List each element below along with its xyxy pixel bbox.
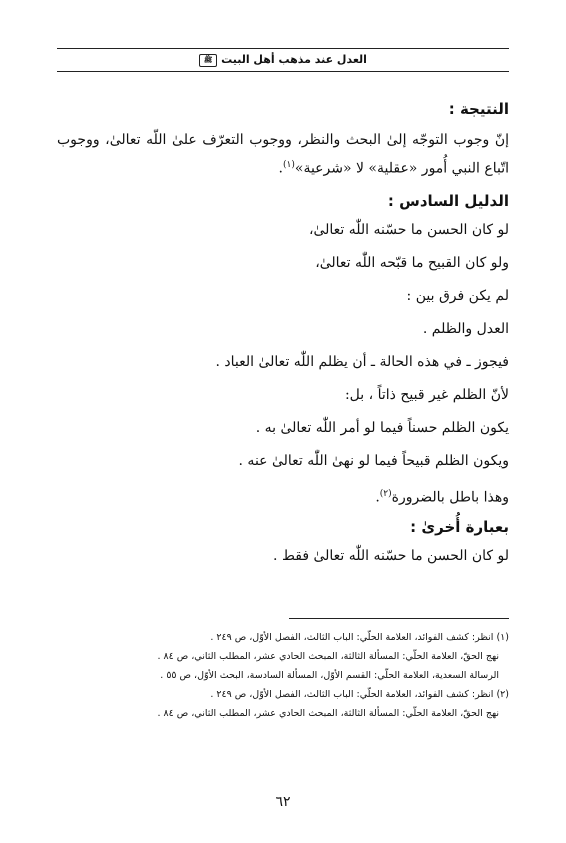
- proof-line: لو كان الحسن ما حسّنه اللّٰه تعالىٰ،: [308, 221, 509, 238]
- footnote: نهج الحقّ، العلامة الحلّي: المسألة الثالثة، المبحث الحادي عشر، المطلب الثاني، ص ٨٤ .: [157, 708, 499, 719]
- header-title: العدل عند مذهب أهل البيت: [221, 53, 367, 66]
- page-number: ٦٢: [275, 794, 291, 810]
- result-paragraph: إنّ وجوب التوجّه إلىٰ البحث والنظر، ووجوب التعرّف علىٰ اللّه تعالىٰ، ووجوب اتّباع النبي أُمور «عقلية» لا «شرعية»$^{(١)}$.: [57, 132, 509, 177]
- proof-line: ويكون الظلم قبيحاً فيما لو نهىٰ اللّٰه تعالىٰ عنه .: [238, 452, 509, 469]
- result-paragraph-text: إنّ وجوب التوجّه إلىٰ البحث والنظر، ووجوب التعرّف علىٰ اللّه تعالىٰ، ووجوب اتّباع النبي أُمور «عقلية» لا «شرعية»: [57, 132, 509, 177]
- proof-line: لم يكن فرق بين :: [406, 287, 509, 304]
- footnotes: [57, 628, 509, 723]
- proof-line: العدل والظلم .: [422, 320, 509, 337]
- honorific-seal-icon: ﷺ: [199, 54, 217, 67]
- result-heading: النتيجة :: [448, 100, 509, 118]
- restatement-line: لو كان الحسن ما حسّنه اللّٰه تعالىٰ فقط .: [273, 548, 509, 565]
- running-header: [57, 48, 509, 72]
- proof-line: يكون الظلم حسناً فيما لو أمر اللّٰه تعالىٰ به .: [255, 419, 509, 436]
- footnote: (١) انظر: كشف الفوائد، العلامة الحلّي: الباب الثالث، الفصل الأوّل، ص ٢٤٩ .: [210, 632, 509, 643]
- footnote-ref-1[interactable]: (١): [283, 160, 295, 170]
- footnote: الرسالة السعدية، العلامة الحلّي: القسم الأوّل، المسألة السادسة، البحث الأوّل، ص ٥٥ .: [160, 670, 499, 681]
- main-text: [57, 96, 509, 573]
- restatement-heading: بعبارة أُخرىٰ :: [410, 518, 509, 537]
- proof-conclusion-line: وهذا باطل بالضرورة$^{(٢)}$.: [375, 488, 509, 506]
- proof-line: لأنّ الظلم غير قبيح ذاتاً ، بل:: [344, 386, 509, 403]
- footnote-ref-2[interactable]: (٢): [379, 488, 392, 499]
- footnote: (٢) انظر: كشف الفوائد، العلامة الحلّي: الباب الثالث، الفصل الأوّل، ص ٢٤٩ .: [210, 689, 509, 700]
- proof-line: ولو كان القبيح ما قبّحه اللّٰه تعالىٰ،: [315, 254, 509, 271]
- footnote: نهج الحقّ، العلامة الحلّي: المسألة الثالثة، المبحث الحادي عشر، المطلب الثاني، ص ٨٤ .: [157, 651, 499, 662]
- header-title-wrap: [199, 49, 367, 71]
- sixth-proof-heading: الدليل السادس :: [387, 191, 509, 210]
- proof-line: فيجوز ـ في هذه الحالة ـ أن يظلم اللّٰه تعالىٰ العباد .: [215, 353, 509, 370]
- proof-conclusion-text: وهذا باطل بالضرورة: [391, 489, 509, 506]
- footnote-divider: [289, 618, 509, 619]
